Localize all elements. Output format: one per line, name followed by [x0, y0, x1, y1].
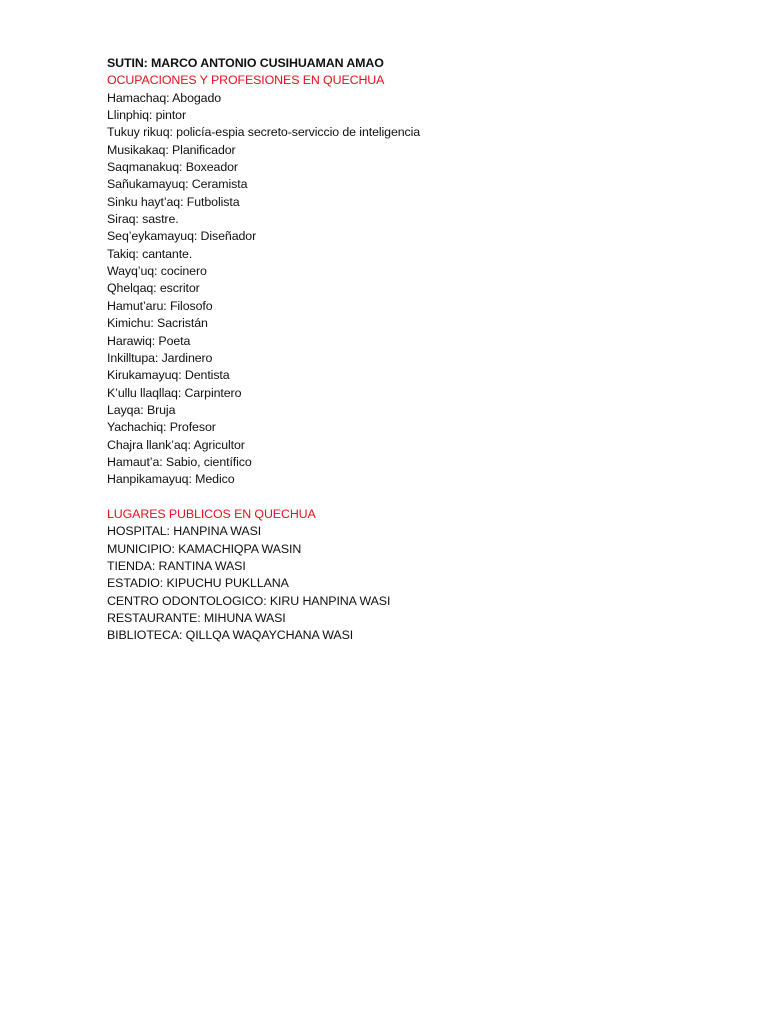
list-item: Sañukamayuq: Ceramista [107, 177, 248, 192]
list-item: Chajra llank’aq: Agricultor [107, 437, 245, 452]
list-item: Kirukamayuq: Dentista [107, 368, 230, 383]
list-item: Musikakaq: Planificador [107, 142, 236, 157]
list-item: K’ullu llaqllaq: Carpintero [107, 385, 242, 400]
professions-heading: OCUPACIONES Y PROFESIONES EN QUECHUA [107, 73, 385, 88]
list-item: Wayq’uq: cocinero [107, 264, 207, 279]
list-item: Hamaut’a: Sabio, científico [107, 454, 252, 469]
list-item: Seq’eykamayuq: Diseñador [107, 229, 257, 244]
list-item: Hamachaq: Abogado [107, 90, 222, 105]
list-item: Layqa: Bruja [107, 402, 176, 417]
list-item: Llinphiq: pintor [107, 108, 186, 123]
list-item: Tukuy rikuq: policía-espia secreto-serviccio de inteligencia [107, 125, 421, 140]
list-item: Sinku hayt’aq: Futbolista [107, 194, 240, 209]
list-item: TIENDA: RANTINA WASI [107, 558, 246, 573]
list-item: Siraq: sastre. [107, 212, 179, 227]
list-item: Kimichu: Sacristán [107, 316, 208, 331]
list-item: ESTADIO: KIPUCHU PUKLLANA [107, 576, 289, 591]
document-body [107, 55, 727, 645]
list-item: MUNICIPIO: KAMACHIQPA WASIN [107, 541, 302, 556]
list-item: BIBLIOTECA: QILLQA WAQAYCHANA WASI [107, 628, 354, 643]
list-item: Inkilltupa: Jardinero [107, 350, 213, 365]
section-spacer [107, 489, 727, 506]
list-item: Hamut’aru: Filosofo [107, 298, 213, 313]
list-item: Hanpikamayuq: Medico [107, 472, 235, 487]
places-heading: LUGARES PUBLICOS EN QUECHUA [107, 506, 316, 521]
list-item: Harawiq: Poeta [107, 333, 191, 348]
places-list [107, 523, 727, 644]
list-item: RESTAURANTE: MIHUNA WASI [107, 611, 286, 625]
professions-list [107, 90, 727, 489]
list-item: Qhelqaq: escritor [107, 281, 200, 296]
list-item: Saqmanakuq: Boxeador [107, 160, 238, 175]
author-line: SUTIN: MARCO ANTONIO CUSIHUAMAN AMAO [107, 56, 384, 70]
list-item: Yachachiq: Profesor [107, 420, 216, 435]
list-item: CENTRO ODONTOLOGICO: KIRU HANPINA WASI [107, 593, 391, 608]
list-item: Takiq: cantante. [107, 246, 193, 261]
list-item: HOSPITAL: HANPINA WASI [107, 524, 262, 539]
